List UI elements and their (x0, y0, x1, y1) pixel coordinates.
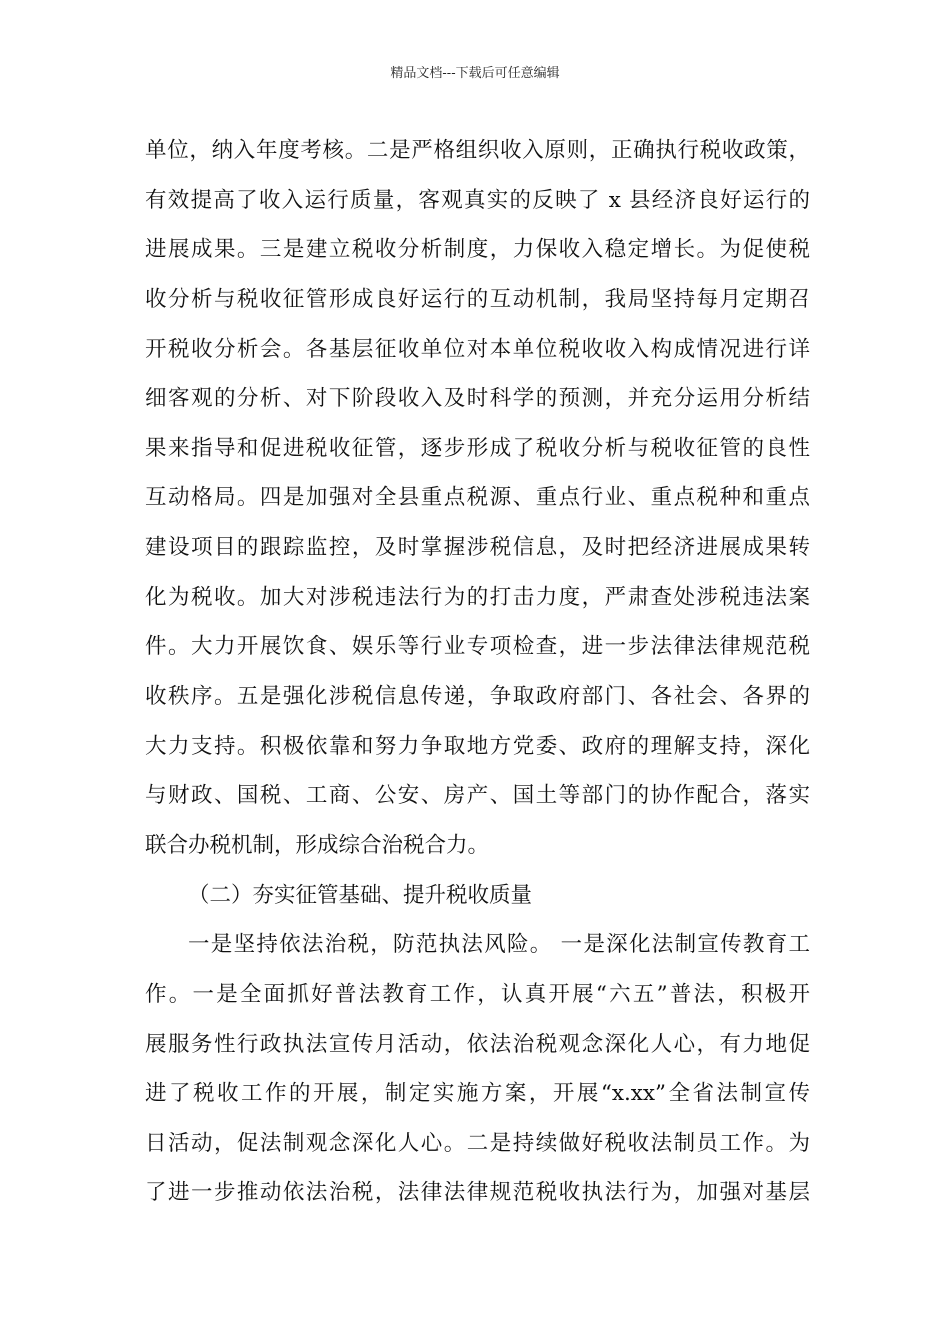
text-line: 与财政、国税、工商、公安、房产、国土等部门的协作配合，落实 (145, 783, 810, 809)
text-line: 大力支持。积极依靠和努力争取地方党委、政府的理解支持，深化 (145, 733, 810, 759)
text-line: 进了税收工作的开展，制定实施方案，开展“x.xx”全省法制宣传 (145, 1081, 810, 1107)
text-line: 建设项目的跟踪监控，及时掌握涉税信息，及时把经济进展成果转 (145, 535, 810, 561)
text-line: 件。大力开展饮食、娱乐等行业专项检查，进一步法律法律规范税 (145, 634, 810, 660)
document-body (145, 126, 810, 1218)
text-line: 联合办税机制，形成综合治税合力。 (145, 832, 490, 858)
text-line: 作。一是全面抓好普法教育工作，认真开展“六五”普法，积极开 (145, 981, 810, 1007)
text-line: 有效提高了收入运行质量，客观真实的反映了 x 县经济良好运行的 (145, 187, 810, 213)
section-heading: （二）夯实征管基础、提升税收质量 (188, 882, 533, 908)
text-line: 展服务性行政执法宣传月活动，依法治税观念深化人心，有力地促 (145, 1031, 810, 1057)
text-line: 了进一步推动依法治税，法律法律规范税收执法行为，加强对基层 (145, 1180, 810, 1206)
text-line: 日活动，促法制观念深化人心。二是持续做好税收法制员工作。为 (145, 1130, 810, 1156)
page-header: 精品文档---下载后可任意编辑 (390, 66, 560, 81)
text-line: 收秩序。五是强化涉税信息传递，争取政府部门、各社会、各界的 (145, 684, 810, 710)
text-line: 细客观的分析、对下阶段收入及时科学的预测，并充分运用分析结 (145, 386, 810, 412)
text-line: 单位，纳入年度考核。二是严格组织收入原则，正确执行税收政策， (145, 138, 810, 163)
text-line: 一是坚持依法治税，防范执法风险。 一是深化法制宣传教育工 (188, 932, 810, 958)
text-line: 化为税收。加大对涉税违法行为的打击力度，严肃查处涉税违法案 (145, 584, 810, 610)
text-line: 互动格局。四是加强对全县重点税源、重点行业、重点税种和重点 (145, 485, 810, 511)
text-line: 开税收分析会。各基层征收单位对本单位税收收入构成情况进行详 (145, 336, 810, 362)
text-line: 果来指导和促进税收征管，逐步形成了税收分析与税收征管的良性 (145, 435, 810, 461)
text-line: 收分析与税收征管形成良好运行的互动机制，我局坚持每月定期召 (145, 286, 810, 312)
text-line: 进展成果。三是建立税收分析制度，力保收入稳定增长。为促使税 (145, 237, 810, 263)
